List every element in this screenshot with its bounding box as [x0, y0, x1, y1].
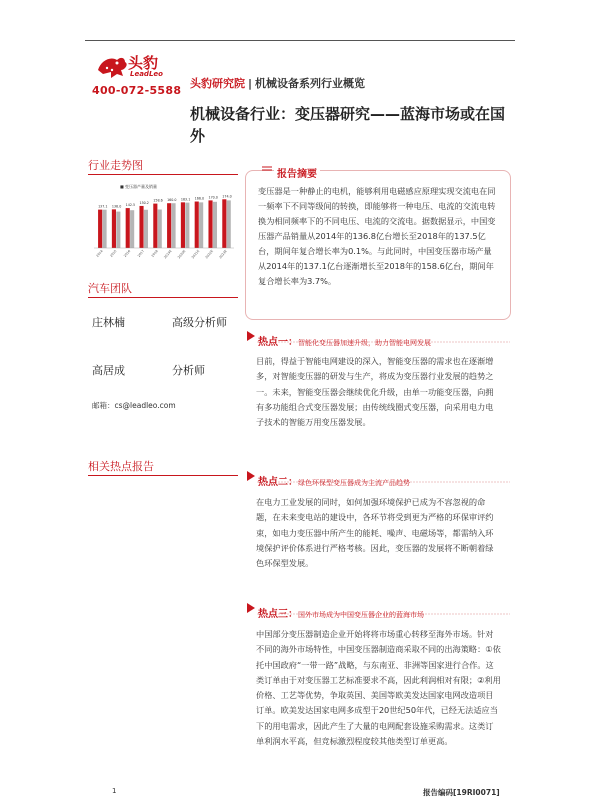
chart-bar-产量-2018: [153, 204, 157, 248]
chart-data-label: 150.2: [139, 200, 149, 205]
chart-x-tick: 2014: [95, 249, 104, 258]
chart-bar-销量-2019E: [171, 203, 175, 248]
org-name: 头豹研究院: [190, 77, 245, 90]
chart-bar-产量-2017: [139, 206, 143, 248]
chart-bar-产量-2023E: [222, 199, 226, 248]
chart-data-label: 137.1: [98, 204, 108, 209]
trend-heading: 行业走势图: [88, 159, 143, 172]
arrow-icon: [247, 471, 255, 481]
logo-text: 头豹: [128, 54, 159, 72]
chart-bar-产量-2021E: [195, 202, 199, 248]
hotspot-body: 中国部分变压器制造企业开始将将市场重心转移至海外市场。针对不同的海外市场特性，中国变压器制造商采取不同的出海策略：①依托中国政府“一带一路”战略，与东南亚、非洲等国家进行合作。这类订单由于对变压器工艺标准要求不高，因此利润相对有限；②利用价格、工艺等优势，争取英国、美国等欧美发达国家电网改造项目订单。欧美发达国家电网多成型于20世纪50年代，已经无法适应当下的用电需求，因此产生了大量的电网配套设施采购需求。这类订单利润水平高，但竞标激烈程度较其他类型订单更高。: [256, 629, 501, 747]
logo-subtext: LeadLeo: [130, 70, 163, 78]
chart-x-tick: 2019E: [163, 249, 173, 260]
chart-bar-销量-2016: [130, 210, 134, 248]
chart-data-label: 138.0: [111, 204, 122, 209]
chart-data-label: 174.0: [222, 194, 232, 199]
chart-bar-销量-2022E: [213, 202, 217, 248]
chart-x-tick: 2017: [136, 249, 146, 258]
chart-title: ■ 变压器产量及销量: [120, 184, 158, 189]
report-code: 报告编码[19RI0071]: [423, 788, 500, 797]
team-heading: 汽车团队: [88, 282, 132, 295]
member-name: 庄林楠: [92, 316, 125, 329]
chart-x-tick: 2021E: [190, 249, 201, 260]
chart-bar-销量-2018: [158, 210, 162, 249]
hotspot-heading: [258, 602, 424, 621]
trend-chart: [88, 180, 238, 262]
chart-data-label: 158.6: [153, 198, 163, 203]
chart-data-label: 170.0: [208, 195, 218, 200]
chart-x-tick: 2022E: [204, 249, 215, 260]
series-line: [190, 75, 365, 91]
chart-data-label: 166.0: [194, 196, 205, 201]
chart-x-tick: 2016: [122, 249, 132, 258]
hotspot-tag: 热点一：: [258, 337, 298, 348]
chart-bar-销量-2017: [144, 210, 148, 248]
chart-data-label: 163.1: [180, 197, 191, 202]
chart-x-tick: 2023E: [218, 249, 228, 260]
chart-bar-产量-2020E: [181, 202, 185, 248]
chart-bar-产量-2022E: [208, 200, 212, 248]
chart-bar-产量-2014: [98, 210, 102, 248]
member-role: 分析师: [172, 364, 205, 377]
chart-bar-销量-2021E: [199, 202, 203, 248]
chart-x-tick: 2018: [150, 249, 159, 258]
chart-bar-销量-2014: [102, 210, 106, 248]
hotspot-tag: 热点三：: [258, 609, 298, 620]
chart-bar-产量-2015: [112, 209, 116, 248]
team-heading-rule: [88, 297, 238, 298]
header-separator: |: [248, 77, 253, 90]
hotspot-title: 绿色环保型变压器成为主流产品趋势: [298, 479, 410, 487]
chart-bar-产量-2019E: [167, 203, 171, 248]
hotspot-body: 在电力工业发展的同时，如何加强环境保护已成为不容忽视的命题，在未来变电站的建设中，各环节将受到更为严格的环保审评约束，如电力变压器中所产生的能耗、噪声、电磁场等，都需纳入环境保护评价体系进行严格考核。因此，变压器的发展将不断朝着绿色环保型发展。: [256, 497, 494, 569]
chart-x-tick: 2020E: [176, 249, 187, 260]
chart-x-tick: 2015: [109, 249, 118, 258]
page-number: 1: [112, 787, 117, 795]
chart-data-label: 142.5: [125, 203, 136, 208]
hotspot-title: 智能化变压器加速升级，助力智能电网发展: [298, 339, 431, 347]
arrow-icon: [247, 331, 255, 341]
summary-body: 变压器是一种静止的电机，能够利用电磁感应原理实现交流电在同一频率下不同等级间的转换，即能够将一种电压、电流的交流电转换为相同频率下的不同电压、电流的交流电。据数据显示，中国变压器产品销量从2014年的136.8亿台增长至2018年的137.5亿台，期间年复合增长率为0.1%。与此同时，中国变压器市场产量从2014年的137.1亿台逐渐增长至2018年的158.6亿台，期间年复合增长率为3.7%。: [258, 186, 496, 286]
hotspot-heading: [258, 470, 410, 489]
series-name: 机械设备系列行业概览: [255, 77, 366, 90]
phone-number: 400-072-5588: [92, 84, 182, 97]
member-name: 高居成: [92, 364, 125, 377]
hotspot-heading: [258, 330, 431, 349]
header-rule: [85, 40, 515, 41]
trend-heading-rule: [88, 174, 238, 175]
arrow-icon: [247, 603, 255, 613]
page-title: 机械设备行业：变压器研究——蓝海市场或在国外: [190, 105, 506, 145]
hotspot-title: 国外市场成为中国变压器企业的蓝海市场: [298, 611, 424, 619]
contact-email[interactable]: 邮箱：cs@leadleo.com: [92, 401, 176, 410]
chart-bar-销量-2023E: [227, 200, 231, 248]
related-reports-heading: 相关热点报告: [88, 460, 154, 473]
chart-bar-销量-2020E: [185, 203, 189, 248]
chart-bar-销量-2015: [116, 212, 120, 248]
chart-data-label: 160.0: [167, 198, 177, 203]
hotspot-tag: 热点二：: [258, 477, 298, 488]
hotspot-body: 目前，得益于智能电网建设的深入，智能变压器的需求也在逐渐增多，对智能变压器的研发与生产，将成为变压器行业发展的趋势之一。未来，智能变压器会继续优化升级，由单一功能变压器，向拥有多功能组合式变压器发展；由传统线圈式变压器，向采用电力电子技术的智能万用变压器发展。: [256, 356, 494, 428]
member-role: 高级分析师: [172, 316, 227, 329]
summary-heading: 报告摘要: [274, 165, 320, 180]
chart-bar-产量-2016: [126, 208, 130, 248]
related-reports-rule: [88, 475, 238, 476]
